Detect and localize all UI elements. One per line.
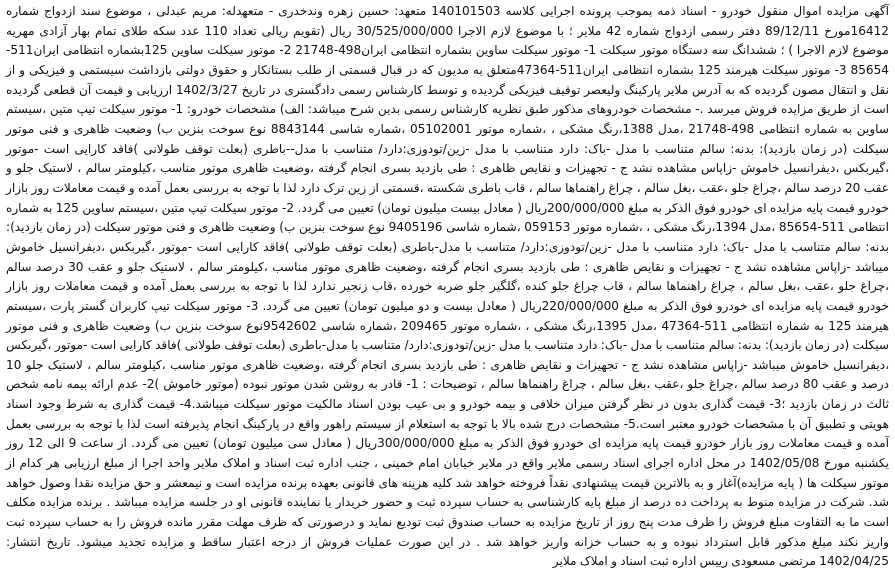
notice-text: آگهی مزایده اموال منقول خودرو - اسناد ذمه بموجب پرونده اجرایی کلاسه 140101503 متعهد: حسین زهره وندخدری - متعهدله: مریم عبدلی ، موضوع سند ازدواج شماره 16412مورخ 89/12/11 دفتر رسمی ازدواج شماره 42 ملایر ؛ با موضوع لازم الاجرا 30/525/000/000 ریال (تقویم ریالی تعداد 110 عدد سکه طلای تمام بهار آزادی مهریه موضوع لازم الاجرا ) ؛ ششدانگ سه دستگاه موتور سیکلت 1- موتور سیکلت ساوین بشماره انتظامی ایران498-21748 2- موتور سیکلت ساوین 125بشماره انتظامی ایران511-85654 3- موتور سیکلت هیرمند 125 بشماره انتظامی ایران511-47364متعلق به مدیون که در قبال قسمتی از طلب بستانکار و حقوق دولتی بازداشت سیستمی و فیزیکی و از نقل و انتقال مصون گردیده که به آدرس ملایر پارکینگ ولیعصر توقیف فیزیکی گردیده و توسط کارشناس رسمی دادگستری در تاریخ 1402/3/27 ارزیابی و قیمت آن قطعی گردیده است از طریق مزایده فروش میرسد .- مشخصات خودروهای مذکور طبق نظریه کارشناس رسمی بدین شرح میباشد: الف) مشخصات خودرو: 1- موتور سیکلت تیپ متین ،سیستم ساوین به شماره انتظامی 498-21748 ،مدل 1388،رنگ مشکی ، ،شماره موتور 05102001 ،شماره شاسی 8843144 نوع سوخت بنزین ب) وضعیت ظاهری و فنی موتور سیکلت (در زمان بازدید): بدنه: سالم متناسب با مدل -باک: دارد متناسب با مدل -زین/تودوزی:دارد/ متناسب با مدل--باطری (بعلت توقف طولانی )فاقد کارایی است -موتور ،گیربکس ،دیفرانسیل خاموش -زاپاس مشاهده نشد ج - تجهیزات و نقایص ظاهری : طی بازدید بسری انجام گرفته ،وضعیت ظاهری موتور مناسب ،کیلومتر سالم ، لاستیک جلو و عقب 20 درصد سالم ،چراغ جلو ،عقب ،بغل سالم ، چراغ راهنماها سالم ، قاب باطری شکسته ،قسمتی از زین ترک دارد لذا با توجه به بررسی بعمل آمده و قیمت معاملات روز بازار خودرو قیمت پایه مزایده ای خودرو فوق الذکر به مبلغ 200/000/000ریال ( معادل بیست میلیون تومان) تعیین می گردد. 2- موتور سیکلت تیپ متین ،سیستم ساوین 125 به شماره انتظامی 511-85654 ،مدل 1394،رنگ مشکی ، ،شماره موتور 059153 ،شماره شاسی 9405196 نوع سوخت بنزین ب) وضعیت ظاهری و فنی موتور سیکلت (در زمان بازدید): بدنه: سالم متناسب با مدل -باک: دارد متناسب با مدل -زین/تودوزی:دارد/ متناسب با مدل-باطری (بعلت توقف طولانی )فاقد کارایی است -موتور ،گیربکس ،دیفرانسیل خاموش میباشد -زاپاس مشاهده نشد ج - تجهیزات و نقایص ظاهری : طی بازدید بسری انجام گرفته ،وضعیت ظاهری موتور مناسب ،کیلومتر سالم ، لاستیک جلو و عقب 30 درصد سالم ،چراغ جلو ،عقب ،بغل سالم ، چراغ راهنماها سالم ، قاب چراغ جلو کنده ،گلگیر جلو ضربه خورده ،قاب زنجیر ندارد لذا با توجه به بررسی بعمل آمده و قیمت معاملات روز بازار خودرو قیمت پایه مزایده ای خودرو فوق الذکر به مبلغ 220/000/000ریال ( معادل بیست و دو میلیون تومان) تعیین می گردد. 3- موتور سیکلت تیپ کاربران گستر پارت ،سیستم هیرمند 125 به شماره انتظامی 511-47364 ،مدل 1395،رنگ مشکی ، ،شماره موتور 209465 ،شماره شاسی 9542602نوع سوخت بنزین ب) وضعیت ظاهری و فنی موتور سیکلت (در زمان بازدید): بدنه: سالم متناسب با مدل -باک: دارد متناسب با مدل -زین/تودوزی:دارد/ متناسب با مدل-باطری (بعلت توقف طولانی )فاقد کارایی است -موتور ،گیربکس ،دیفرانسیل خاموش میباشد -زاپاس مشاهده نشد ج - تجهیزات و نقایص ظاهری : طی بازدید بسری انجام گرفته ،وضعیت ظاهری موتور مناسب ،کیلومتر سالم ، لاستیک جلو 10 درصد و عقب 80 درصد سالم ،چراغ جلو ،عقب ،بغل سالم ، چراغ راهنماها سالم ، توضیحات : 1- قادر به روشن شدن موتور نبوده (موتور خاموش )2- عدم ارائه بیمه نامه شخص ثالث در زمان بازدید ؛3- قیمت گذاری بدون در نظر گرفتن میزان خلافی و بیمه خودرو و بی عیب بودن اسناد مالکیت موتور سیکلت میباشد.4- قیمت گذاری به شرط وجود اسناد هویتی و تطبیق آن با مشخصات خودرو معتبر است.5- مشخصات درج شده بالا با توجه به استعلام از سیستم راهور واقع در پارکینگ انجام پذیرفته است لذا با توجه به بررسی بعمل آمده و قیمت معاملات روز بازار خودرو قیمت پایه مزایده ای خودرو فوق الذکر به مبلغ 300/000/000ریال ( معادل سی میلیون تومان) تعیین می گردد. از ساعت 9 الی 12 روز یکشنبه مورخ 1402/05/08 در محل اداره اجرای اسناد رسمی ملایر واقع در ملایر خیابان امام خمینی ، جنب اداره ثبت اسناد و املاک ملایر واحد اجرا از مبلغ ارزیابی هر کدام از موتور سیکلت ها ( پایه مزایده)آغاز و به بالاترین قیمت پیشنهادی نقداً فروخته خواهد شد کلیه هزینه های قانونی بعهده برنده مزایده است و نیمعشر و حق مزایده نقدا وصول خواهد شد. شرکت در مزایده منوط به پرداخت ده درصد از مبلغ پایه کارشناسی به حساب سپرده ثبت و حضور خریدار یا نماینده قانونی او در جلسه مزایده میباشد . برنده مزایده مکلف است ما به التفاوت مبلغ فروش را ظرف مدت پنج روز از تاریخ مزایده به حساب صندوق ثبت تودیع نماید و درصورتی که ظرف مهلت مقرر مانده فروش را به حساب سپرده ثبت واریز نکند مبلغ مذکور قابل استرداد نبوده و به حساب خزانه واریز خواهد شد . در این صورت عملیات فروش از درجه اعتبار ساقط و مزایده تجدید میشود. تاریخ انتشار: 1402/04/25 مرتضی مسعودی رییس اداره ثبت اسناد و املاک ملایر [6, 4, 890, 569]
